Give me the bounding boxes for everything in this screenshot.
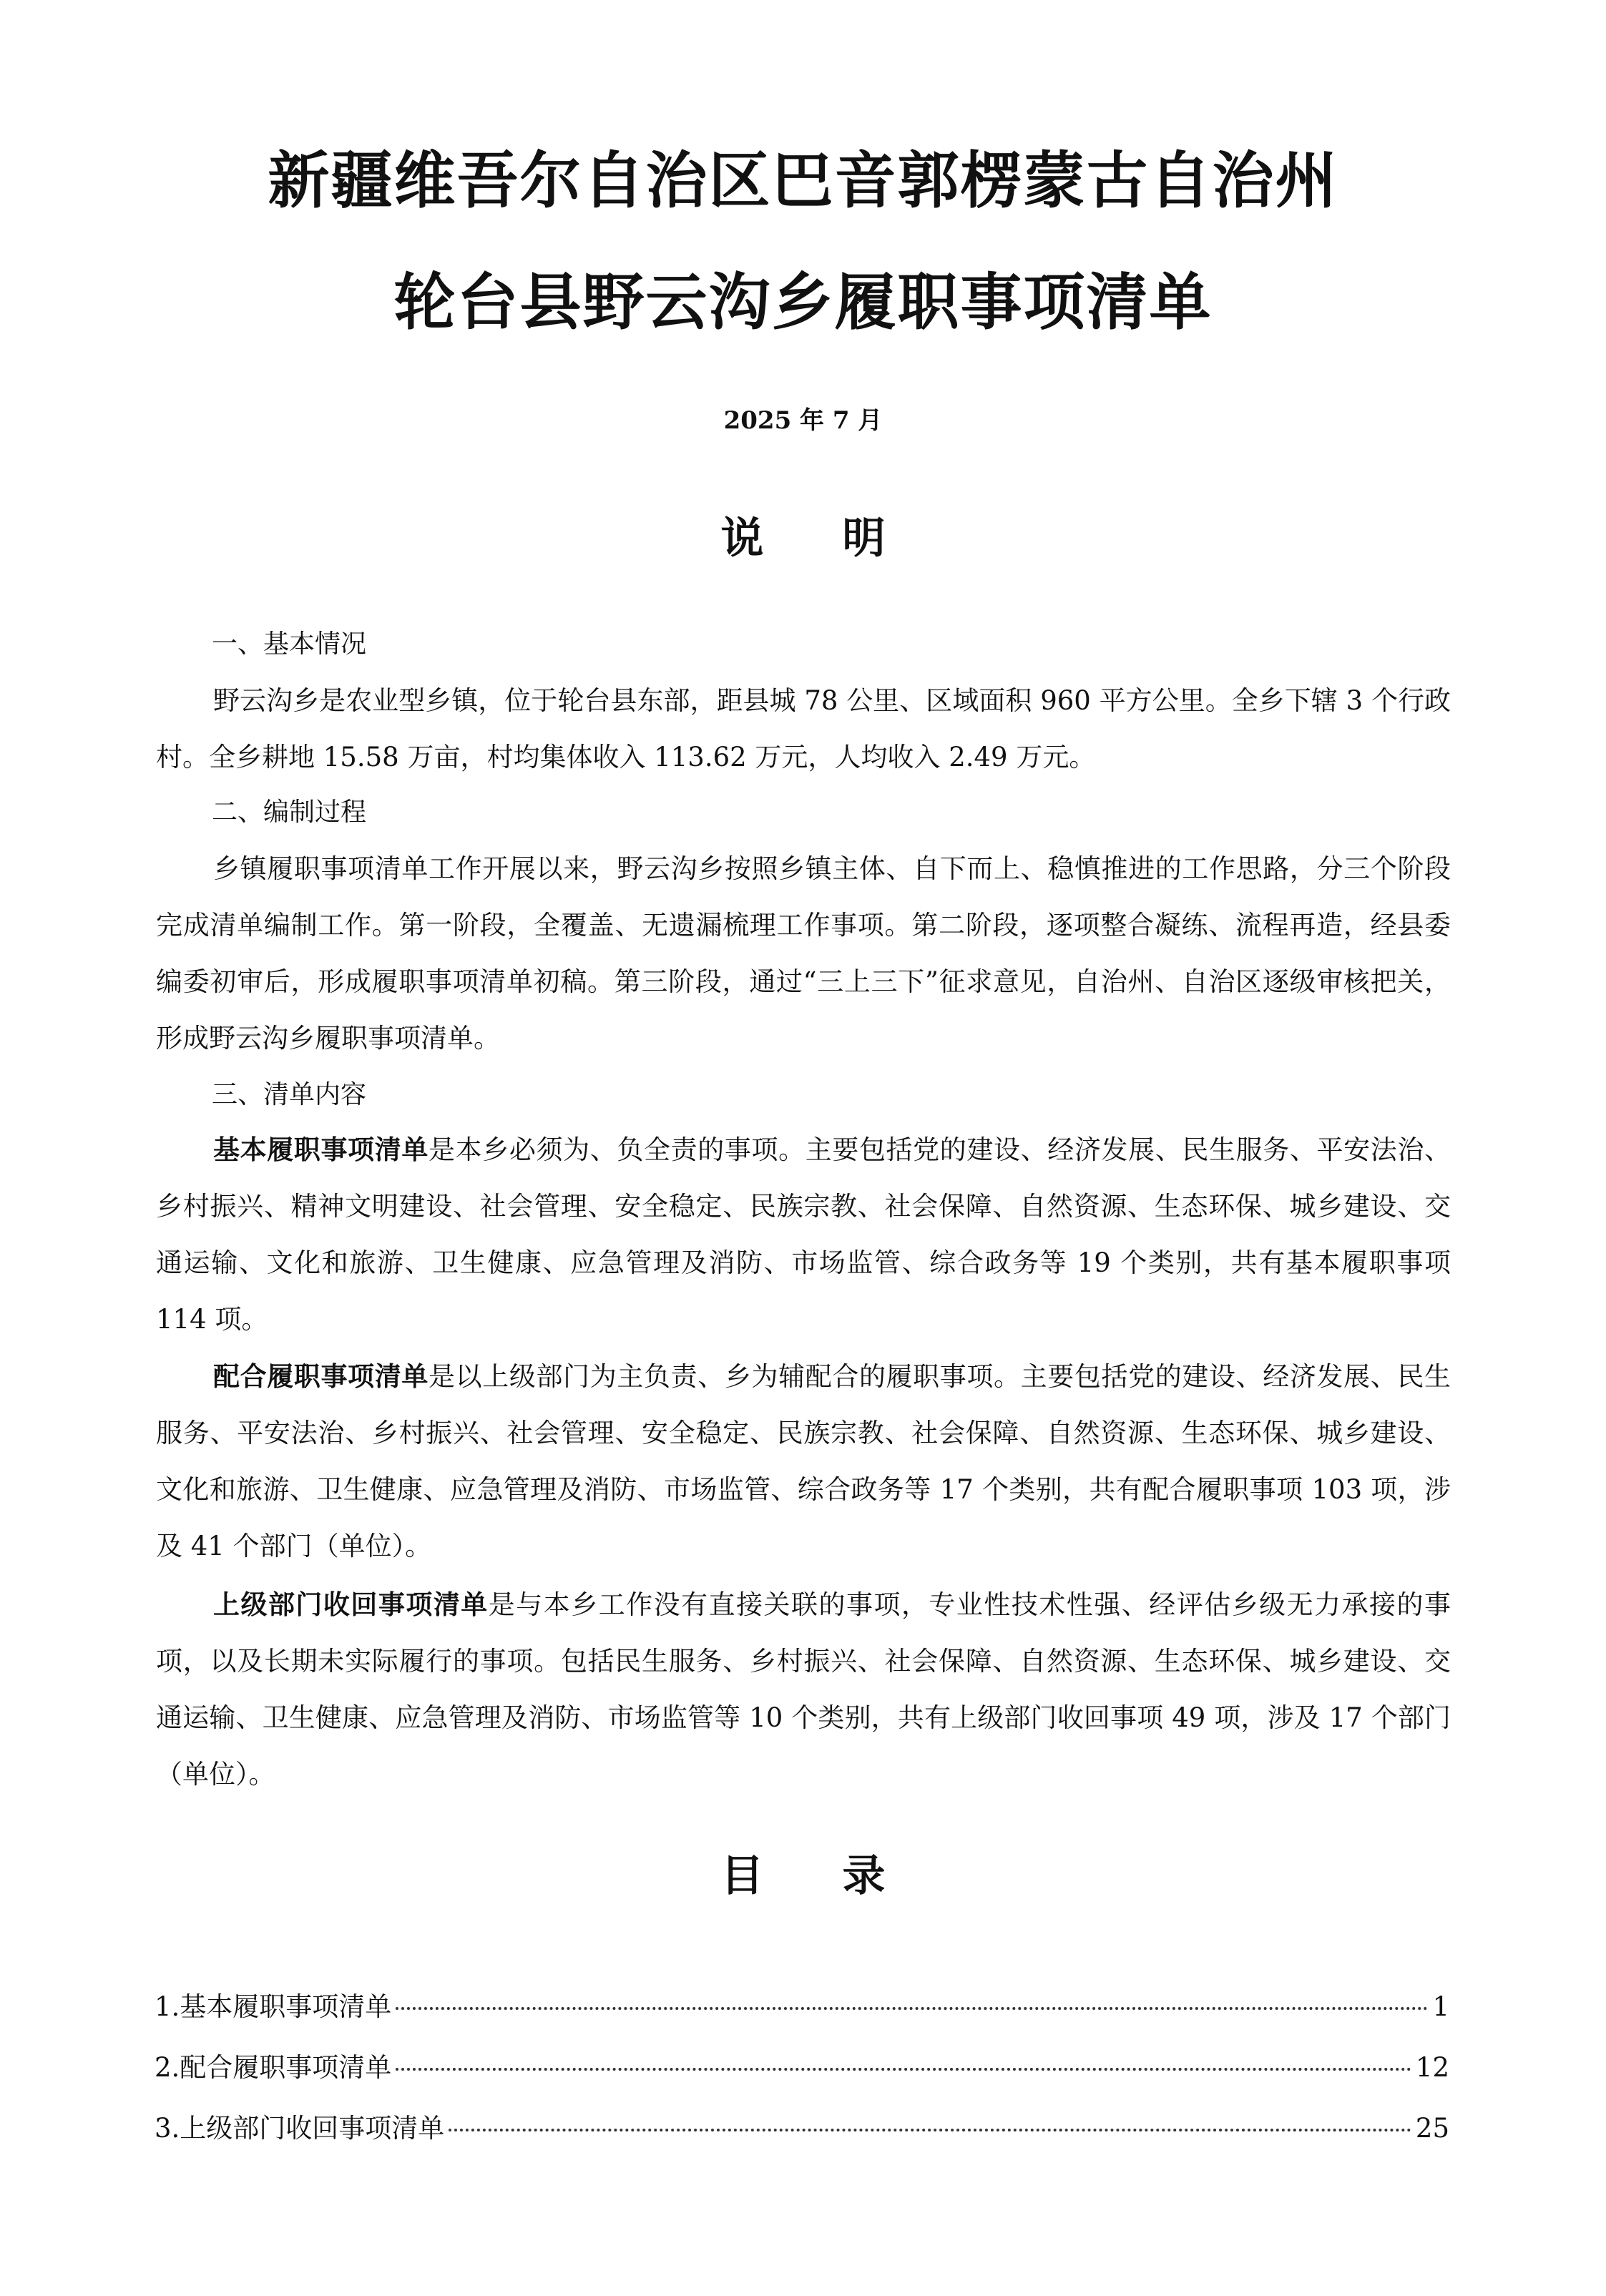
document-title-line1: 新疆维吾尔自治区巴音郭楞蒙古自治州: [268, 144, 1338, 217]
toc-entry-label: 1.基本履职事项清单: [155, 1991, 392, 2022]
toc-entry-page: 1: [1432, 1991, 1449, 2022]
toc-entry-withdrawn[interactable]: [155, 2106, 1449, 2142]
list-text: 是以上级部门为主负责、乡为辅配合的履职事项。主要包括党的建设、经济发展、民生服务、平安法治、乡村振兴、社会管理、安全稳定、民族宗教、社会保障、自然资源、生态环保、城乡建设、文化和旅游、卫生健康、应急管理及消防、市场监管、综合政务等 17 个类别，共有配合履职事项 103 项，涉及 41 个部门（单位）。: [156, 1361, 1451, 1561]
toc-entry-label: 3.上级部门收回事项清单: [155, 2113, 445, 2144]
explanation-heading: 说明: [720, 514, 964, 564]
document-title-line2: 轮台县野云沟乡履职事项清单: [393, 266, 1213, 338]
list-description-basic: [156, 1122, 1451, 1348]
toc-entry-cooperative[interactable]: [155, 2046, 1449, 2081]
toc-entry-page: 25: [1415, 2113, 1449, 2144]
list-description-withdrawn: [156, 1576, 1451, 1802]
list-name: 配合履职事项清单: [213, 1361, 429, 1392]
toc-heading: 目录: [720, 1851, 964, 1901]
section-heading-basic: 一、基本情况: [212, 629, 367, 659]
toc-leader-dots: [449, 2129, 1411, 2131]
toc-leader-dots: [396, 2068, 1411, 2071]
toc-entry-page: 12: [1415, 2052, 1449, 2083]
list-name: 上级部门收回事项清单: [213, 1589, 489, 1620]
section-text-compile: 乡镇履职事项清单工作开展以来，野云沟乡按照乡镇主体、自下而上、稳慎推进的工作思路，分三个阶段完成清单编制工作。第一阶段，全覆盖、无遗漏梳理工作事项。第二阶段，逐项整合凝练、流程再造，经县委编委初审后，形成履职事项清单初稿。第三阶段，通过“三上三下”征求意见，自治州、自治区逐级审核把关，形成野云沟乡履职事项清单。: [156, 853, 1451, 1054]
list-name: 基本履职事项清单: [213, 1134, 429, 1165]
toc-leader-dots: [396, 2007, 1428, 2010]
toc-entry-label: 2.配合履职事项清单: [155, 2052, 392, 2083]
list-text: 是本乡必须为、负全责的事项。主要包括党的建设、经济发展、民生服务、平安法治、乡村振兴、精神文明建设、社会管理、安全稳定、民族宗教、社会保障、自然资源、生态环保、城乡建设、交通运输、文化和旅游、卫生健康、应急管理及消防、市场监管、综合政务等 19 个类别，共有基本履职事项 114 项。: [156, 1134, 1451, 1335]
list-text: 是与本乡工作没有直接关联的事项，专业性技术性强、经评估乡级无力承接的事项，以及长期未实际履行的事项。包括民生服务、乡村振兴、社会保障、自然资源、生态环保、城乡建设、交通运输、卫生健康、应急管理及消防、市场监管等 10 个类别，共有上级部门收回事项 49 项，涉及 17 个部门（单位）。: [156, 1589, 1451, 1790]
list-description-cooperative: [156, 1348, 1451, 1574]
section-text-basic: 野云沟乡是农业型乡镇，位于轮台县东部，距县城 78 公里、区域面积 960 平方公里。全乡下辖 3 个行政村。全乡耕地 15.58 万亩，村均集体收入 113.62 万元，人均收入 2.49 万元。: [156, 685, 1451, 772]
document-date: 2025 年 7 月: [723, 406, 883, 435]
section-heading-content: 三、清单内容: [212, 1080, 367, 1109]
toc-entry-basic[interactable]: [155, 1985, 1449, 2021]
section-heading-compile: 二、编制过程: [212, 798, 367, 827]
